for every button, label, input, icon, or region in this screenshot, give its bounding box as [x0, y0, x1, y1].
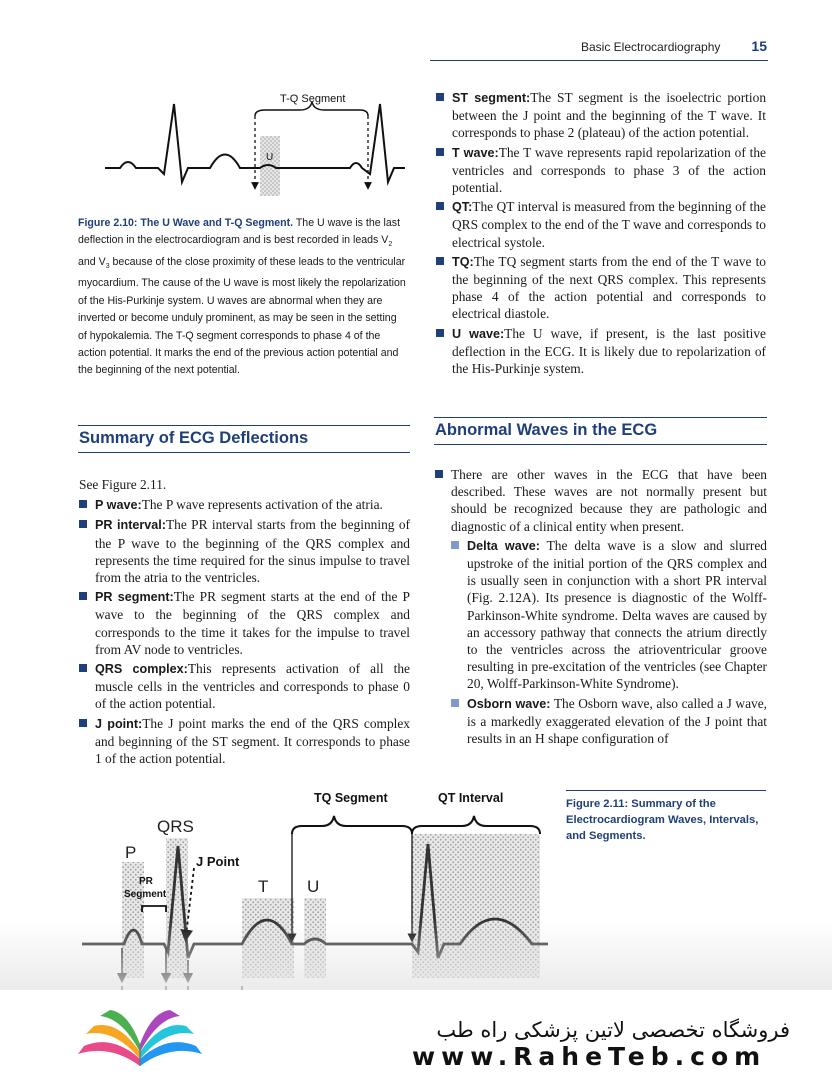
tq-segment-label: T-Q Segment	[280, 93, 346, 105]
list-item	[79, 715, 410, 768]
list-item	[79, 660, 410, 713]
figure-2-11-caption-rule	[566, 790, 766, 791]
t-label: T	[258, 877, 269, 896]
caption-text: The U wave is the last deflection in the electrocardiogram and is best recorded in leads V	[78, 217, 401, 247]
pr-segment-brace	[142, 906, 166, 912]
term: TQ:	[452, 254, 474, 269]
bullet-icon	[79, 719, 87, 727]
definition: The delta wave is a slow and slurred upstroke of the initial portion of the QRS complex and is usually seen in conjunction with a short PR interval (Fig. 2.12A). Its presence is diagnostic of the Wolff-Parkinson-White syndrome. Delta waves are caused by an accessory pathway that connects the atrium directly to the ventricles across the atrioventricular groove resulting in pre-excitation of the ventricles (see Chapter 20, Wolff-Parkinson-White Syndrome).	[467, 537, 768, 692]
bottom-fade	[0, 920, 832, 1000]
figure-2-10-caption	[78, 215, 408, 380]
tq-brace	[292, 816, 412, 834]
bullet-icon	[79, 664, 87, 672]
bullet-icon	[79, 520, 87, 528]
list-item	[451, 537, 767, 693]
bullet-icon	[436, 257, 444, 265]
list-item	[79, 516, 410, 586]
list-item	[436, 198, 766, 251]
sub-list	[435, 537, 767, 747]
bullet-icon	[79, 500, 87, 508]
list-item	[436, 144, 766, 197]
pr-segment-label-line1: PR	[139, 876, 153, 887]
tq-segment-label: TQ Segment	[314, 791, 388, 805]
figure-title: Summary of the Electrocardiogram Waves, Intervals, and Segments.	[566, 798, 759, 842]
store-url[interactable]: www.RaheTeb.com	[412, 1042, 767, 1071]
term: T wave:	[452, 145, 499, 160]
term: J point:	[95, 716, 143, 731]
list-item	[435, 466, 767, 535]
page-number: 15	[751, 38, 767, 54]
term: Osborn wave:	[467, 696, 551, 711]
definition: The TQ segment starts from the end of the T wave to the beginning of the next QRS complex. This represents phase 4 of the action potential and corresponds to electrical diastole.	[452, 253, 766, 322]
bullet-icon	[436, 202, 444, 210]
definition: The PR segment starts at the end of the P wave to the beginning of the QRS complex and corresponds to the time it takes for the impulse to travel from AV node to ventricles.	[95, 589, 410, 657]
sub-bullet-icon	[451, 699, 459, 707]
list-item	[436, 253, 766, 323]
bullet-icon	[79, 592, 87, 600]
definition: The P wave represents activation of the atria.	[141, 497, 383, 513]
bullet-icon	[436, 148, 444, 156]
figure-label: Figure 2.11:	[566, 798, 629, 810]
list-item	[436, 89, 766, 142]
list-item	[451, 695, 767, 748]
caption-subscript: 2	[388, 241, 393, 249]
right-column-definitions	[436, 89, 766, 379]
definition: The PR interval starts from the beginning of the P wave to the beginning of the QRS complex and represents the time required for the sinus impulse to travel from the atria to the ventricles.	[95, 517, 410, 586]
u-label: U	[266, 152, 274, 163]
summary-list	[79, 476, 410, 769]
store-banner	[0, 990, 832, 1080]
pr-segment-label-line2: Segment	[124, 889, 167, 900]
list-item	[436, 325, 766, 378]
bullet-icon	[436, 93, 444, 101]
figure-2-10-diagram	[100, 86, 410, 198]
figure-label: Figure 2.10:	[78, 217, 138, 229]
abnormal-list	[435, 466, 767, 749]
abnormal-heading-rule-top	[434, 417, 767, 418]
bullet-icon	[436, 329, 444, 337]
j-point-label: J Point	[196, 854, 240, 869]
term: ST segment:	[452, 91, 531, 105]
summary-heading: Summary of ECG Deflections	[79, 429, 309, 447]
term: P wave:	[95, 498, 142, 513]
p-label: P	[125, 843, 137, 862]
abnormal-heading-rule-bottom	[434, 444, 767, 445]
running-header	[535, 38, 767, 58]
figure-2-11-caption	[566, 796, 766, 844]
qt-brace	[412, 816, 540, 834]
list-item	[79, 588, 410, 658]
definition: The T wave represents rapid repolarization of the ventricles and corresponds to phase 3 of the action potential.	[452, 144, 766, 196]
summary-heading-rule-top	[78, 425, 410, 426]
qt-interval-label: QT Interval	[438, 791, 504, 805]
term: Delta wave:	[467, 538, 540, 553]
caption-subscript: 3	[105, 263, 110, 271]
definition: The Osborn wave, also called a J wave, is a markedly exaggerated elevation of the J point that results in an H shape configuration of	[467, 695, 768, 747]
term: U wave:	[452, 326, 505, 341]
abnormal-intro: There are other waves in the ECG that have been described. These waves are not normally present but should be recognized because they are pathologic and diagnostic of a clinical entity when present.	[451, 467, 767, 534]
store-name: فروشگاه تخصصی لاتین پزشکی راه طب	[436, 1018, 790, 1042]
list-item	[79, 496, 410, 514]
caption-text: and V	[78, 255, 106, 268]
definition: The J point marks the end of the QRS complex and beginning of the ST segment. It corresponds to phase 1 of the action potential.	[95, 715, 410, 767]
term: PR segment:	[95, 590, 174, 605]
header-rule	[430, 60, 768, 61]
sub-bullet-icon	[451, 541, 459, 549]
definition: The U wave, if present, is the last positive deflection in the ECG. It is likely due to repolarization of the His-Purkinje system.	[452, 325, 766, 377]
summary-intro: See Figure 2.11.	[79, 477, 167, 492]
bullet-icon	[435, 470, 443, 478]
abnormal-heading: Abnormal Waves in the ECG	[435, 421, 658, 439]
caption-text: because of the close proximity of these leads to the ventricular myocardium. The cause of the U wave is most likely the repolarization of the His-Purkinje system. U waves are abnormal when they are inverted or become unduly prominent, as may be seen in the setting of hypokalemia. The T-Q segment corresponds to phase 4 of the action potential. It marks the end of the previous action potential and the beginning of the next potential.	[78, 255, 406, 377]
term: PR interval:	[95, 518, 166, 533]
running-title: Basic Electrocardiography	[581, 40, 721, 54]
definition: The QT interval is measured from the beginning of the QRS complex to the end of the T wave and corresponds to electrical systole.	[452, 199, 766, 250]
term: QT:	[452, 200, 473, 215]
figure-title: The U Wave and T-Q Segment.	[140, 217, 294, 229]
u-label: U	[307, 877, 320, 896]
qrs-label: QRS	[157, 817, 194, 836]
definition: This represents activation of all the muscle cells in the ventricles and corresponds to phase 0 of the action potential.	[95, 661, 410, 712]
definition: The ST segment is the isoelectric portion between the J point and the beginning of the T wave. It corresponds to phase 2 (plateau) of the action potential.	[452, 90, 767, 141]
term: QRS complex:	[95, 662, 188, 677]
summary-heading-rule-bottom	[78, 452, 410, 453]
book-logo-icon	[70, 1004, 210, 1074]
